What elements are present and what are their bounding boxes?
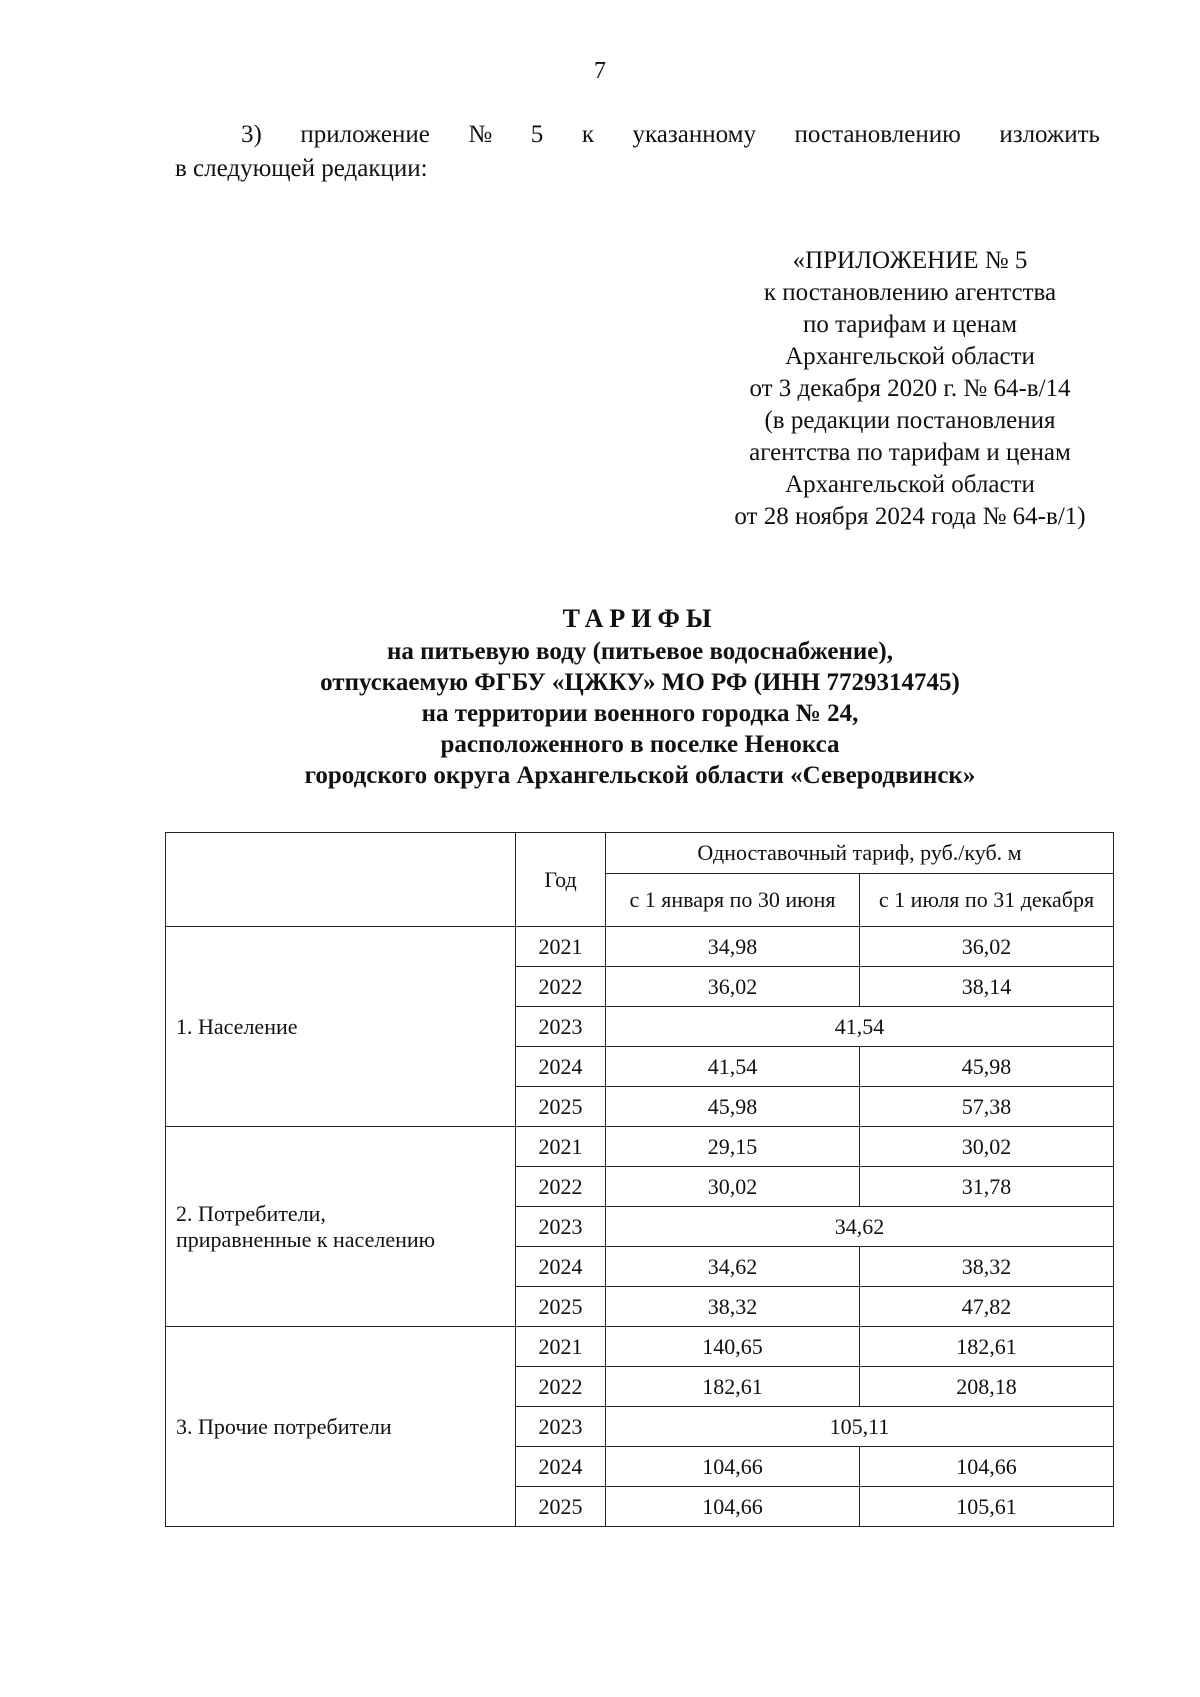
annex-line: по тарифам и ценам [802, 311, 1018, 338]
tariff-h1-cell: 30,02 [606, 1167, 860, 1207]
category-cell: 1. Население [166, 927, 516, 1127]
year-cell: 2025 [516, 1487, 606, 1527]
annex-header [700, 245, 1120, 533]
tariff-h2-cell: 182,61 [860, 1327, 1114, 1367]
tariff-annual-cell: 41,54 [606, 1007, 1114, 1047]
tariff-h1-cell: 29,15 [606, 1127, 860, 1167]
tariff-h1-cell: 38,32 [606, 1287, 860, 1327]
year-cell: 2024 [516, 1247, 606, 1287]
intro-word: 5 [530, 121, 544, 148]
title-line: городского округа Архангельской области «Северодвинск» [304, 762, 976, 789]
header-period-1: с 1 января по 30 июня [606, 874, 860, 927]
year-cell: 2021 [516, 1327, 606, 1367]
tariff-h1-cell: 34,62 [606, 1247, 860, 1287]
tariff-h2-cell: 38,32 [860, 1247, 1114, 1287]
tariff-h2-cell: 30,02 [860, 1127, 1114, 1167]
annex-line: Архангельской области [785, 471, 1035, 498]
tariff-h2-cell: 105,61 [860, 1487, 1114, 1527]
document-title [200, 603, 1080, 791]
title-line: отпускаемую ФГБУ «ЦЖКУ» МО РФ (ИНН 7729314745) [320, 669, 960, 696]
title-line: на территории военного городка № 24, [421, 700, 859, 727]
tariff-h2-cell: 57,38 [860, 1087, 1114, 1127]
tariffs-table [165, 832, 1114, 1527]
tariff-h2-cell: 38,14 [860, 967, 1114, 1007]
intro-line-2: в следующей редакции: [175, 155, 428, 182]
tariff-h2-cell: 36,02 [860, 927, 1114, 967]
intro-word: 3) [241, 121, 262, 148]
tariff-annual-cell: 105,11 [606, 1407, 1114, 1447]
intro-word: к [581, 121, 594, 148]
tariff-h1-cell: 36,02 [606, 967, 860, 1007]
tariff-h2-cell: 104,66 [860, 1447, 1114, 1487]
page-number: 7 [594, 58, 606, 84]
year-cell: 2024 [516, 1447, 606, 1487]
tariff-h1-cell: 34,98 [606, 927, 860, 967]
intro-word: постановлению [794, 121, 961, 148]
header-tariff: Одноставочный тариф, руб./куб. м [606, 833, 1114, 874]
intro-line-1 [175, 118, 1100, 152]
year-cell: 2022 [516, 967, 606, 1007]
annex-line: к постановлению агентства [763, 279, 1057, 306]
category-cell: 3. Прочие потребители [166, 1327, 516, 1527]
annex-line: агентства по тарифам и ценам [749, 439, 1071, 466]
year-cell: 2023 [516, 1007, 606, 1047]
year-cell: 2021 [516, 1127, 606, 1167]
tariff-h1-cell: 182,61 [606, 1367, 860, 1407]
intro-word: изложить [999, 121, 1100, 148]
year-cell: 2022 [516, 1367, 606, 1407]
header-period-2: с 1 июля по 31 декабря [860, 874, 1114, 927]
annex-line: «ПРИЛОЖЕНИЕ № 5 [792, 247, 1028, 274]
intro-word: приложение [300, 121, 430, 148]
table-row [166, 1327, 1114, 1367]
table-row [166, 927, 1114, 967]
intro-word: указанному [632, 121, 756, 148]
annex-line: Архангельской области [785, 343, 1035, 370]
year-cell: 2023 [516, 1207, 606, 1247]
tariff-h2-cell: 208,18 [860, 1367, 1114, 1407]
annex-line: от 28 ноября 2024 года № 64-в/1) [734, 503, 1086, 530]
year-cell: 2024 [516, 1047, 606, 1087]
intro-word: № [468, 121, 493, 148]
annex-line: от 3 декабря 2020 г. № 64-в/14 [749, 375, 1071, 402]
category-label-line: 2. Потребители, [176, 1200, 326, 1226]
tariff-h2-cell: 45,98 [860, 1047, 1114, 1087]
header-year: Год [516, 833, 606, 927]
table-header-row [166, 833, 1114, 874]
year-cell: 2021 [516, 927, 606, 967]
title-heading: ТАРИФЫ [562, 604, 718, 633]
tariff-h1-cell: 41,54 [606, 1047, 860, 1087]
tariff-h1-cell: 45,98 [606, 1087, 860, 1127]
title-line: на питьевую воду (питьевое водоснабжение), [387, 638, 893, 665]
year-cell: 2025 [516, 1087, 606, 1127]
year-cell: 2022 [516, 1167, 606, 1207]
tariff-h2-cell: 47,82 [860, 1287, 1114, 1327]
tariff-h1-cell: 104,66 [606, 1447, 860, 1487]
header-category-cell [166, 833, 516, 927]
tariff-annual-cell: 34,62 [606, 1207, 1114, 1247]
tariff-h2-cell: 31,78 [860, 1167, 1114, 1207]
intro-paragraph [175, 118, 1100, 186]
title-line: расположенного в поселке Ненокса [440, 731, 840, 758]
category-label-line: приравненные к населению [176, 1226, 436, 1252]
year-cell: 2025 [516, 1287, 606, 1327]
tariff-h1-cell: 140,65 [606, 1327, 860, 1367]
tariff-h1-cell: 104,66 [606, 1487, 860, 1527]
year-cell: 2023 [516, 1407, 606, 1447]
table-row [166, 1127, 1114, 1167]
category-cell [166, 1127, 516, 1327]
annex-line: (в редакции постановления [764, 407, 1056, 434]
